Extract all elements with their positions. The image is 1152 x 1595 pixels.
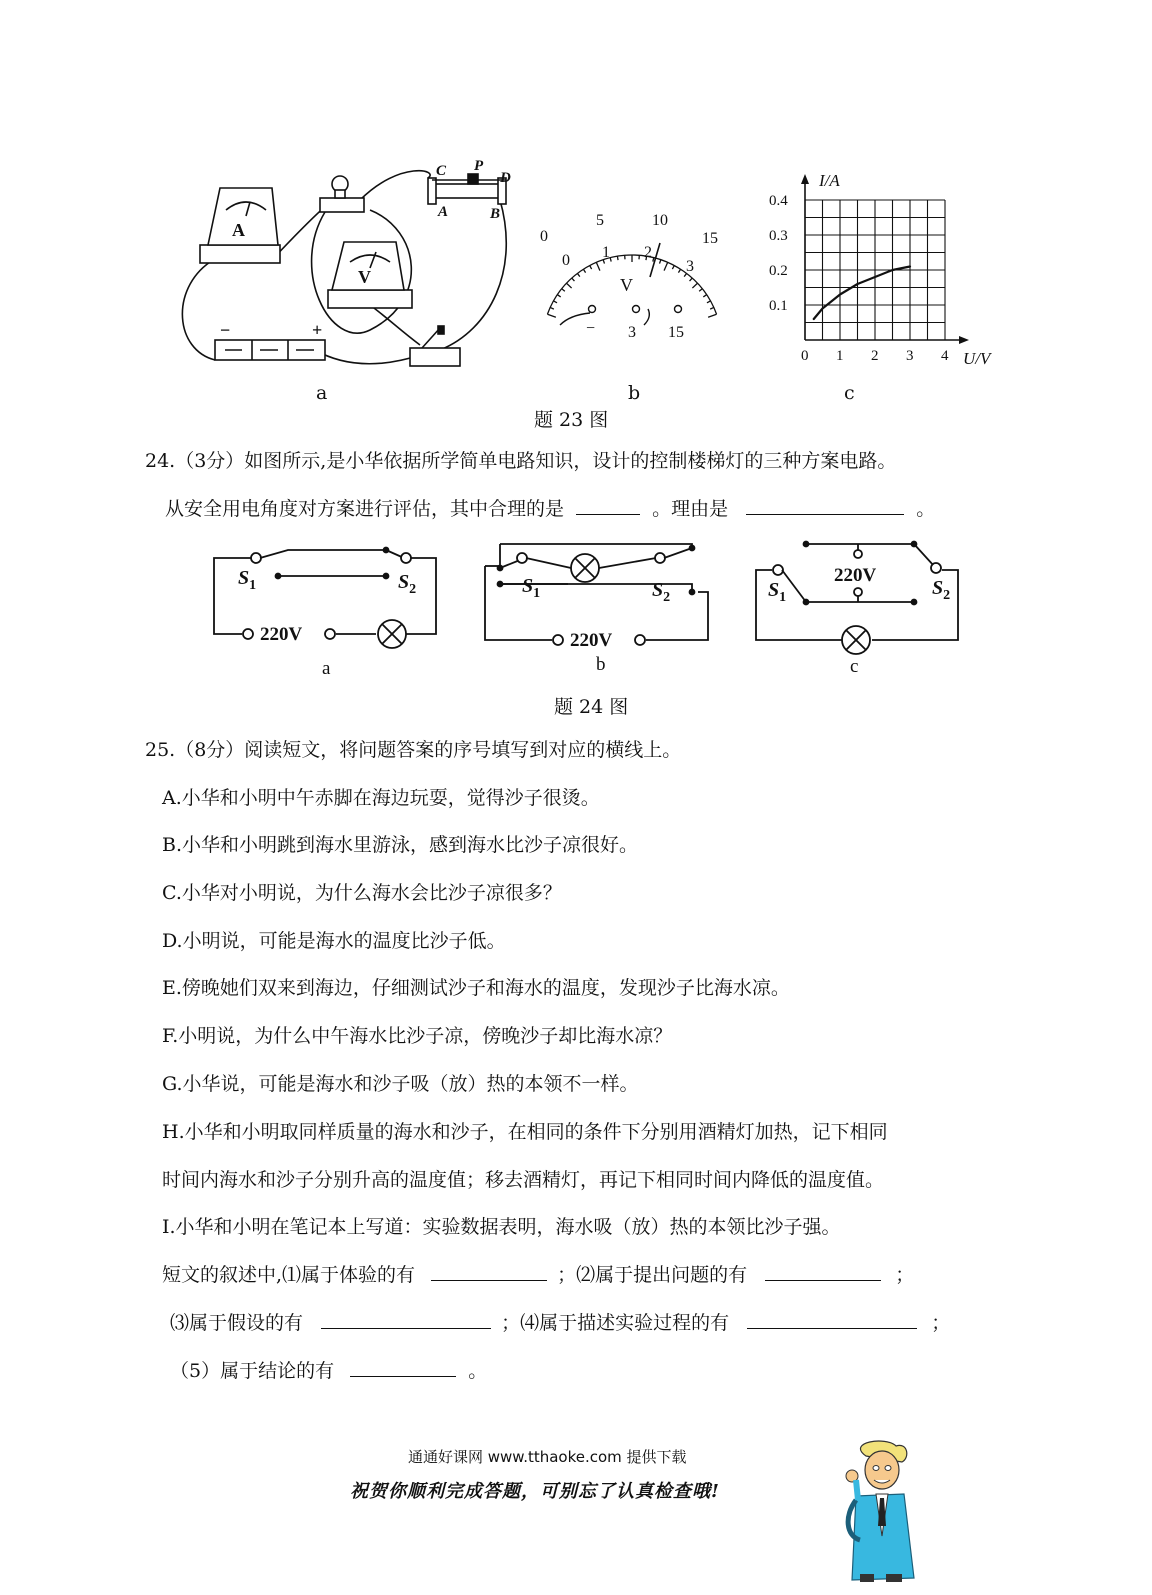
meter-lower-3: 3 (686, 258, 694, 275)
meter-dial-tick (610, 258, 611, 262)
meter-dial-tick (653, 258, 654, 262)
q24-line2 (165, 494, 935, 521)
fig24-sub-a: a (322, 658, 331, 679)
meter-dial-tick (710, 307, 714, 309)
q25-answer-row-3 (170, 1356, 487, 1383)
meter-terminal-3 (633, 306, 640, 313)
meter-lower-2: 2 (644, 244, 652, 261)
q25-item-e: E.傍晚她们双来到海边，仔细测试沙子和海水的温度，发现沙子比海水凉。 (162, 977, 790, 999)
figure-23a-label: a (316, 382, 328, 404)
rheostat-terminal-c: C (436, 163, 447, 179)
figure-23c-chart (765, 160, 1015, 380)
meter-dial-tick (699, 289, 702, 291)
meter-dial-tick (660, 260, 661, 264)
fig24c-s2: $S_2$ (932, 577, 951, 603)
fig24c-s1: $S_1$ (768, 579, 787, 605)
q25-item-i: I.小华和小明在笔记本上写道：实验数据表明，海水吸（放）热的本领比沙子强。 (162, 1216, 841, 1238)
rheostat-terminal-b: B (490, 206, 501, 222)
meter-dial-tick (703, 295, 706, 297)
meter-dial-tick (562, 289, 565, 291)
meter-terminal-3-label: 3 (628, 324, 636, 341)
meter-dial-tick (557, 295, 560, 297)
fig24a-s2: $S_2$ (398, 571, 417, 597)
q24-answer-blank-1[interactable] (576, 496, 640, 515)
meter-dial-tick (672, 266, 674, 270)
q25-item-g: G.小华说，可能是海水和沙子吸（放）热的本领不一样。 (162, 1073, 639, 1095)
rheostat-terminal-p: P (474, 158, 484, 174)
cartoon-professor-image (826, 1436, 926, 1586)
q25-ans3-label: ⑶属于假设的有 (170, 1312, 304, 1334)
meter-dial-tick (572, 278, 575, 281)
meter-dial-tick (554, 301, 557, 303)
battery-minus: − (220, 320, 231, 340)
meter-dial-tick (596, 262, 600, 270)
meter-terminal-neg-label: − (586, 320, 596, 337)
figure-24 (200, 536, 980, 686)
q25-ans5-label: （5）属于结论的有 (170, 1360, 335, 1382)
chart-x-tick-label: 0 (801, 348, 809, 364)
meter-dial-tick (692, 283, 697, 288)
q24-line2-c: 。 (916, 498, 936, 520)
ammeter-label: A (232, 220, 245, 240)
meter-dial-tick (550, 307, 554, 309)
figure-23a-circuit (170, 150, 530, 385)
figure-23c-label: c (844, 382, 855, 404)
meter-upper-10: 10 (652, 212, 668, 229)
q25-item-b: B.小华和小明跳到海水里游泳，感到海水比沙子凉很好。 (162, 834, 639, 856)
meter-unit: V (620, 275, 633, 295)
q25-ans2-semicolon: ； (895, 1264, 915, 1286)
q25-ans1-blank[interactable] (431, 1262, 547, 1281)
switch-device (410, 326, 460, 366)
figure-24-caption: 题 24 图 (554, 696, 629, 718)
fig24b-s2: $S_2$ (652, 579, 671, 605)
fig24-sub-c: c (850, 656, 859, 677)
meter-dial-tick (690, 278, 693, 281)
battery-device (215, 340, 325, 360)
battery-plus: + (312, 320, 323, 340)
q24-line2-a: 从安全用电角度对方案进行评估，其中合理的是 (165, 498, 565, 520)
meter-dial-tick (707, 301, 710, 303)
meter-terminal-15 (675, 306, 682, 313)
meter-dial-tick (664, 262, 668, 270)
footer-source: 通通好课网 www.tthaoke.com 提供下载 (408, 1448, 687, 1466)
q25-ans4-semicolon: ； (931, 1312, 951, 1334)
chart-y-tick-label: 0.1 (769, 298, 788, 314)
q24-line2-b: 。理由是 (652, 498, 729, 520)
q25-item-f: F.小明说，为什么中午海水比沙子凉，傍晚沙子却比海水凉？ (162, 1025, 673, 1047)
meter-upper-0: 0 (540, 228, 548, 245)
meter-terminal-neg (589, 306, 596, 313)
q25-item-c: C.小华对小明说，为什么海水会比沙子凉很多？ (162, 882, 562, 904)
meter-upper-5: 5 (596, 212, 604, 229)
meter-dial-tick (708, 314, 716, 317)
q25-item-h-line2: 时间内海水和沙子分别升高的温度值；移去酒精灯，再记下相同时间内降低的温度值。 (162, 1169, 885, 1191)
fig24a-voltage: 220V (260, 624, 303, 645)
fig24a-s1: $S_1$ (238, 567, 257, 593)
meter-dial-tick (577, 273, 579, 276)
chart-x-tick-label: 3 (906, 348, 914, 364)
chart-x-arrow (959, 336, 969, 344)
q25-ans2-blank[interactable] (765, 1262, 881, 1281)
q25-ans5-period: 。 (468, 1360, 488, 1382)
voltmeter-label: V (358, 267, 371, 287)
q25-answer-row-2 (170, 1308, 950, 1335)
q25-ans3-blank[interactable] (321, 1310, 491, 1329)
q25-item-a: A.小华和小明中午赤脚在海边玩耍，觉得沙子很烫。 (162, 787, 600, 809)
chart-x-tick-label: 2 (871, 348, 879, 364)
chart-x-axis-label: U/V (963, 349, 991, 368)
q25-ans4-blank[interactable] (747, 1310, 917, 1329)
meter-upper-15: 15 (702, 230, 718, 247)
chart-y-tick-label: 0.2 (769, 263, 788, 279)
chart-y-arrow (801, 174, 809, 184)
chart-y-axis-label: I/A (819, 171, 840, 190)
chart-y-tick-label: 0.4 (769, 193, 788, 209)
figure-23 (170, 150, 1030, 404)
chart-x-tick-label: 4 (941, 348, 949, 364)
meter-dial-tick (547, 314, 555, 317)
meter-lower-1: 1 (602, 244, 610, 261)
meter-lower-0: 0 (562, 252, 570, 269)
fig24c-voltage: 220V (834, 565, 877, 586)
figure-23-caption: 题 23 图 (534, 409, 609, 431)
footer-slogan: 祝贺你顺利完成答题，可别忘了认真检查哦! (350, 1481, 720, 1502)
q25-ans4-label: ；⑷属于描述实验过程的有 (501, 1312, 730, 1334)
q25-item-d: D.小明说，可能是海水的温度比沙子低。 (162, 930, 506, 952)
rheostat-terminal-d: D (500, 170, 511, 186)
fig24b-voltage: 220V (570, 630, 613, 651)
meter-dial-tick (583, 269, 585, 272)
meter-dial-tick (590, 266, 592, 270)
chart-series-line (814, 267, 910, 320)
chart-y-tick-label: 0.3 (769, 228, 788, 244)
q24-answer-blank-2[interactable] (746, 496, 904, 515)
chart-x-tick-label: 1 (836, 348, 844, 364)
meter-dial-tick (617, 256, 618, 260)
fig24-sub-b: b (596, 654, 606, 675)
q25-item-h-line1: H.小华和小明取同样质量的海水和沙子，在相同的条件下分别用酒精灯加热，记下相同 (162, 1121, 888, 1143)
fig24b-s1: $S_1$ (522, 575, 541, 601)
figure-23b-label: b (628, 382, 641, 404)
meter-terminal-15-label: 15 (668, 324, 684, 341)
q24-line1: 24.（3分）如图所示,是小华依据所学简单电路知识，设计的控制楼梯灯的三种方案电路。 (145, 450, 897, 472)
meter-dial-tick (567, 283, 572, 288)
meter-dial-tick (678, 269, 680, 272)
lamp-device (320, 176, 364, 212)
figure-23b-meter (540, 205, 730, 355)
q25-ans5-blank[interactable] (350, 1358, 456, 1377)
q25-ans1-label: 短文的叙述中,⑴属于体验的有 (162, 1264, 416, 1286)
q25-ans2-label: ；⑵属于提出问题的有 (557, 1264, 748, 1286)
q25-answer-row-1 (162, 1260, 914, 1287)
q25-intro: 25.（8分）阅读短文，将问题答案的序号填写到对应的横线上。 (145, 739, 682, 761)
rheostat-terminal-a: A (438, 204, 449, 220)
